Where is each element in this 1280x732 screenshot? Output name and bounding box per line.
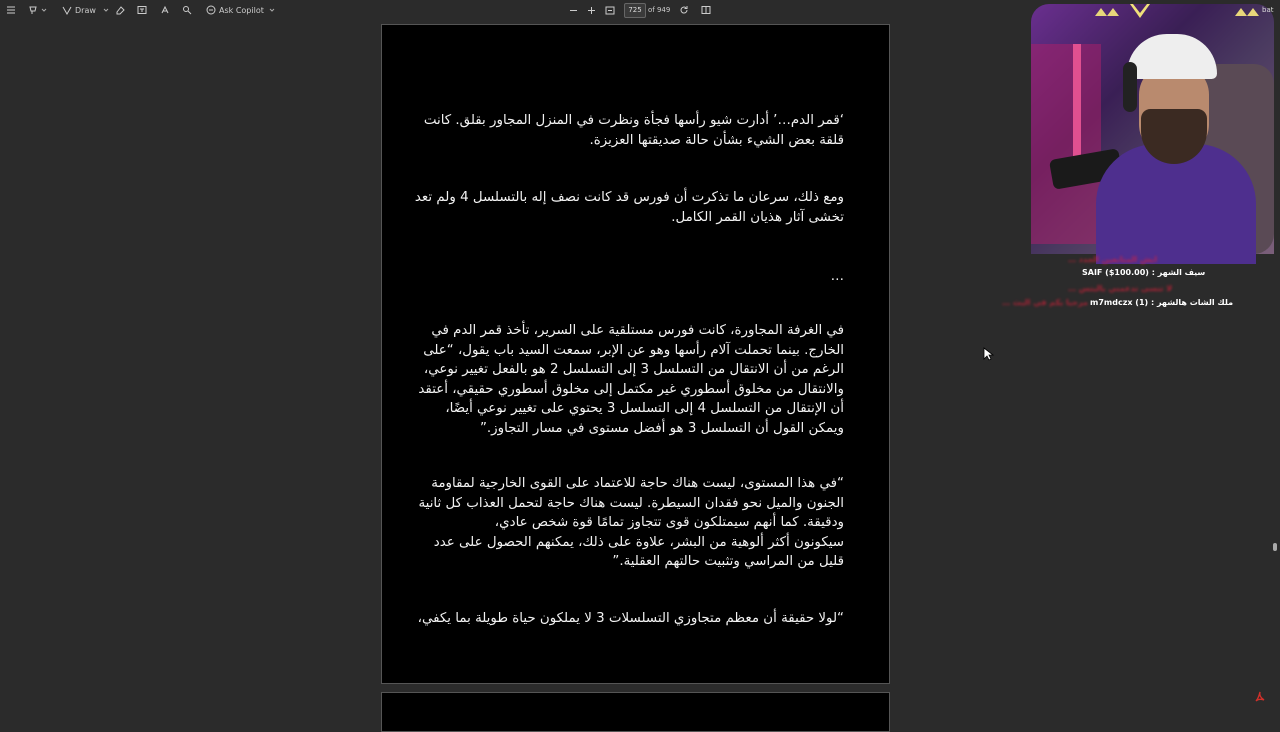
read-aloud-icon[interactable] (160, 3, 170, 17)
paragraph (414, 188, 844, 227)
chevron-down-icon[interactable] (269, 7, 275, 13)
zoom-out-icon[interactable] (569, 3, 578, 17)
text-line: “في هذا المستوى، ليست هناك حاجة للاعتماد على القوى الخارجية لمقاومة (431, 476, 844, 491)
next-document-page (381, 692, 890, 732)
copilot-icon (206, 5, 216, 15)
draw-label: Draw (75, 5, 96, 15)
text-line: “لولا حقيقة أن معظم متجاوزي التسلسلات 3 لا يملكون حياة طويلة بما يكفي، (417, 611, 844, 626)
text-line: تخشى آثار هذيان القمر الكامل. (671, 209, 844, 225)
chat-king-text: ملك الشات هالشهر : m7mdczx (1) (1090, 298, 1234, 307)
webcam-video (1031, 4, 1274, 254)
background-pole (1073, 44, 1081, 164)
eraser-icon[interactable] (115, 3, 125, 17)
document-page (381, 24, 890, 684)
text-line: قلقة بعض الشيء بشأن حالة صديقتها العزيزة. (589, 132, 844, 148)
text-line: قليل من المراسي وتثبيت حالتهم العقلية.” (612, 554, 844, 569)
page-number-input[interactable]: 725 (624, 3, 646, 18)
paragraph (424, 267, 844, 287)
draw-button[interactable] (62, 3, 109, 17)
chevron-down-icon[interactable] (103, 7, 109, 13)
background-light (1031, 44, 1101, 244)
draw-icon (62, 5, 72, 15)
text-line: … (830, 269, 844, 284)
fit-page-icon[interactable] (605, 3, 615, 17)
text-line: الرغم من أن الانتقال من التسلسل 3 إلى التسلسل 2 هو بالفعل تغيير نوعي، (423, 362, 844, 377)
mouse-cursor-icon (983, 347, 993, 361)
paragraph (424, 111, 844, 150)
text-line: الخارج. بينما تحملت آلام رأسها وهو عن الإبر، سمعت السيد باب يقول، “على (423, 342, 844, 358)
ask-copilot-label: Ask Copilot (219, 5, 264, 15)
text-line: ‘قمر الدم…’ أدارت شيو رأسها فجأة ونظرت في المنزل المجاور بقلق. كانت (423, 113, 844, 128)
sub-of-month-text: سيف الشهر : SAIF ($100.00) (1082, 268, 1206, 277)
text-line: والانتقال من مخلوق أسطوري غير مكتمل إلى مخلوق أسطوري حقيقي، أعتقد (418, 381, 844, 397)
page-view-icon[interactable] (701, 3, 711, 17)
streamer-cap (1127, 34, 1217, 79)
pdf-icon (1254, 691, 1266, 703)
overlay-blurred-text: ايش المتابعين الجدد … (1068, 255, 1158, 264)
text-box-icon[interactable] (137, 3, 147, 17)
paragraph (417, 609, 844, 629)
text-line: ويمكن القول أن التسلسل 3 هو أفضل مستوى في مسار التجاوز.” (479, 420, 844, 436)
text-line: سيكونون أكثر ألوهية من البشر، علاوة على ذلك، يمكنهم الحصول على عدد (433, 534, 844, 550)
translate-icon[interactable] (182, 3, 192, 17)
paragraph (418, 474, 844, 572)
page-count: of 949 (648, 6, 671, 14)
zoom-in-icon[interactable] (587, 3, 596, 17)
crown-frame-decoration (1090, 0, 1270, 22)
headset (1123, 62, 1137, 112)
text-line: ودقيقة. كما أنهم سيمتلكون قوى تتجاوز تمامًا قوة شخص عادي، (494, 515, 844, 530)
overlay-blurred-text: مرحبا بكم في البث … (1002, 298, 1088, 307)
corner-label: bat (1262, 6, 1274, 14)
text-line: أن الإنتقال من التسلسل 4 إلى التسلسل 3 يحتوي على تغيير نوعي أيضًا، (445, 401, 844, 416)
text-line: في الغرفة المجاورة، كانت فورس مستلقية على السرير، تأخذ قمر الدم في (431, 323, 844, 338)
ask-copilot-button[interactable] (206, 3, 275, 17)
contents-icon[interactable] (6, 3, 16, 17)
overlay-blurred-text: لا تنسى تدعمني بالبتس … (1068, 284, 1173, 293)
rotate-icon[interactable] (679, 3, 689, 17)
highlight-icon[interactable] (28, 3, 47, 17)
chevron-down-icon[interactable] (41, 7, 47, 13)
scrollbar-thumb[interactable] (1273, 543, 1277, 551)
text-line: ومع ذلك، سرعان ما تذكرت أن فورس قد كانت نصف إله بالتسلسل 4 ولم تعد (414, 190, 844, 205)
paragraph (418, 321, 844, 438)
text-line: الجنون والميل نحو فقدان السيطرة. ليست هناك حاجة لتحمل العذاب كل ثانية (418, 495, 844, 511)
